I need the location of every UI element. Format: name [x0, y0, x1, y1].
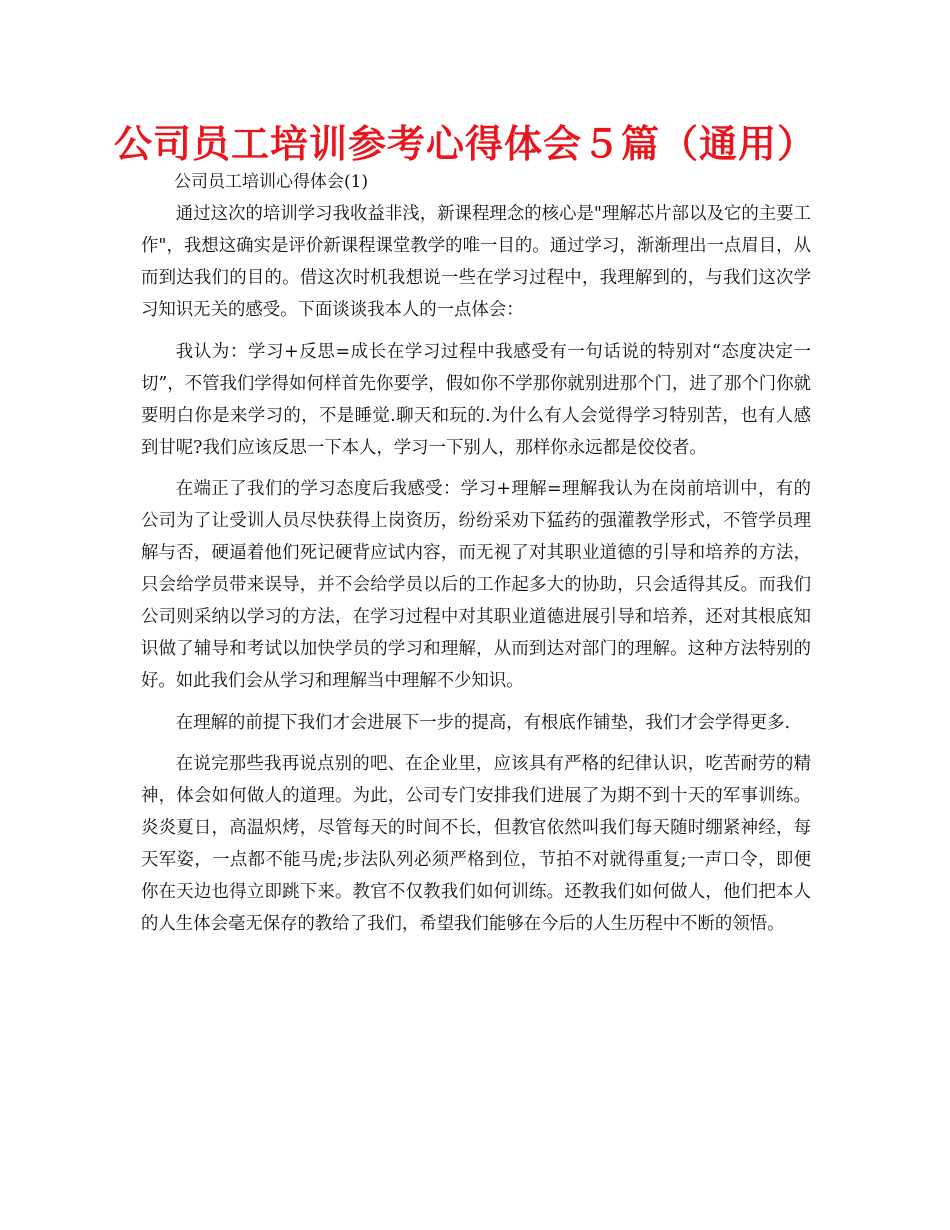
document-title: 公司员工培训参考心得体会５篇（通用） — [113, 122, 816, 166]
section-heading: 公司员工培训心得体会(1) — [174, 172, 369, 192]
document-body — [141, 198, 811, 950]
paragraph-3: 在端正了我们的学习态度后我感受：学习+理解=理解我认为在岗前培训中，有的公司为了让受训人员尽快获得上岗资历，纷纷采劝下猛药的强灌教学形式，不管学员理解与否，硬逼着他们死记硬背应试内容，而无视了对其职业道德的引导和培养的方法，只会给学员带来误导，并不会给学员以后的工作起多大的协助，只会适得其反。而我们公司则采纳以学习的方法，在学习过程中对其职业道德进展引导和培养，还对其根底知识做了辅导和考试以加快学员的学习和理解，从而到达对部门的理解。这种方法特别的好。如此我们会从学习和理解当中理解不少知识。 — [141, 479, 811, 691]
paragraph-2: 我认为：学习+反思=成长在学习过程中我感受有一句话说的特别对“态度决定一切”，不管我们学得如何样首先你要学，假如你不学那你就别进那个门，进了那个门你就要明白你是来学习的，不是睡觉.聊天和玩的.为什么有人会觉得学习特别苦，也有人感到甘呢?我们应该反思一下本人，学习一下别人，那样你永远都是佼佼者。 — [141, 341, 811, 458]
paragraph-5: 在说完那些我再说点别的吧、在企业里，应该具有严格的纪律认识，吃苦耐劳的精神，体会如何做人的道理。为此，公司专门安排我们进展了为期不到十天的军事训练。炎炎夏日，高温炽烤，尽管每天的时间不长，但教官依然叫我们每天随时绷紧神经，每天军姿，一点都不能马虎;步法队列必须严格到位，节拍不对就得重复;一声口令，即便你在天边也得立即跳下来。教官不仅教我们如何训练。还教我们如何做人，他们把本人的人生体会毫无保存的教给了我们，希望我们能够在今后的人生历程中不断的领悟。 — [141, 754, 811, 934]
paragraph-4: 在理解的前提下我们才会进展下一步的提高，有根底作铺垫，我们才会学得更多. — [175, 712, 791, 733]
paragraph-1: 通过这次的培训学习我收益非浅，新课程理念的核心是"理解芯片部以及它的主要工作"，我想这确实是评价新课程课堂教学的唯一目的。通过学习，渐渐理出一点眉目，从而到达我们的目的。借这次时机我想说一些在学习过程中，我理解到的，与我们这次学习知识无关的感受。下面谈谈我本人的一点体会： — [141, 204, 811, 320]
